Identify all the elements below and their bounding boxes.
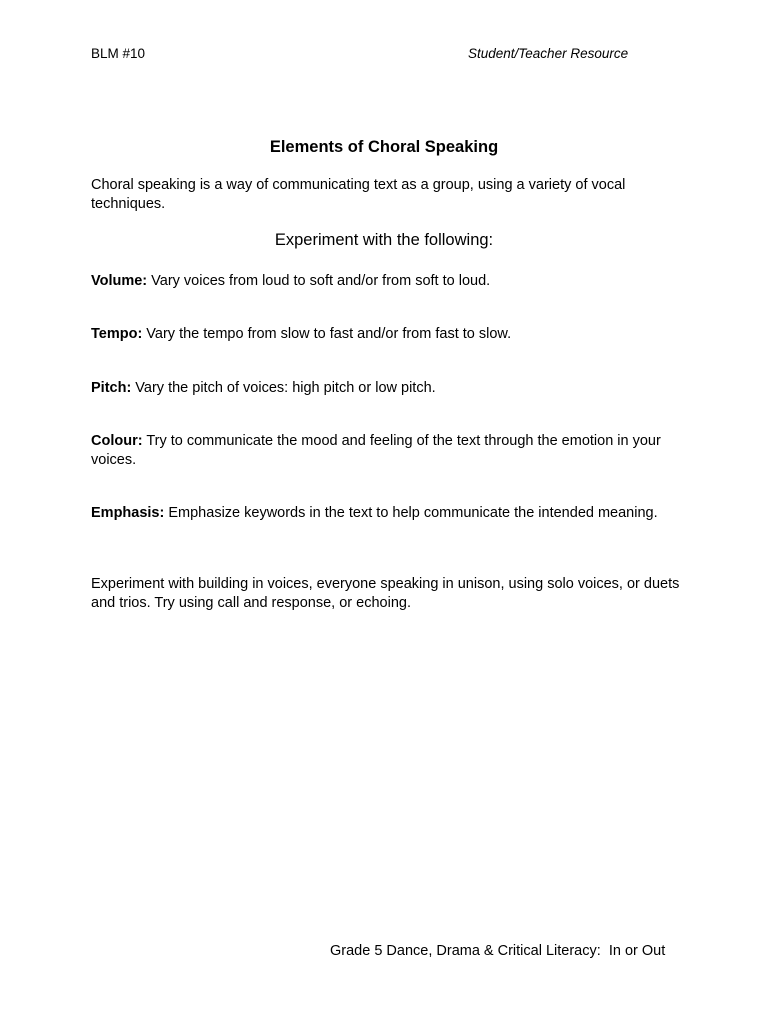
element-description: Try to communicate the mood and feeling of the text through the emotion in your voices. [91,433,661,468]
element-colour [91,432,681,469]
document-code: BLM #10 [91,46,146,61]
closing-paragraph: Experiment with building in voices, everyone speaking in unison, using solo voices, or duets and trios. Try using call and response, or echoing. [91,576,680,611]
page-title: Elements of Choral Speaking [269,138,499,156]
element-description: Vary the pitch of voices: high pitch or low pitch. [131,380,436,396]
element-term: Tempo: [91,326,143,342]
element-volume [91,272,681,291]
page-footer: Grade 5 Dance, Drama & Critical Literacy: In or Out [330,943,666,959]
element-emphasis [91,504,681,523]
element-description: Vary the tempo from slow to fast and/or from fast to slow. [142,326,512,342]
section-subheading: Experiment with the following: [274,231,494,249]
element-term: Emphasis: [91,505,165,521]
element-description: Emphasize keywords in the text to help communicate the intended meaning. [164,505,658,521]
element-pitch [91,379,681,398]
element-term: Volume: [91,273,148,289]
element-tempo [91,325,681,344]
element-term: Colour: [91,433,143,449]
element-term: Pitch: [91,380,132,396]
resource-type-label: Student/Teacher Resource [468,46,629,61]
element-description: Vary voices from loud to soft and/or from soft to loud. [147,273,491,289]
intro-paragraph: Choral speaking is a way of communicating text as a group, using a variety of vocal techniques. [91,177,626,212]
